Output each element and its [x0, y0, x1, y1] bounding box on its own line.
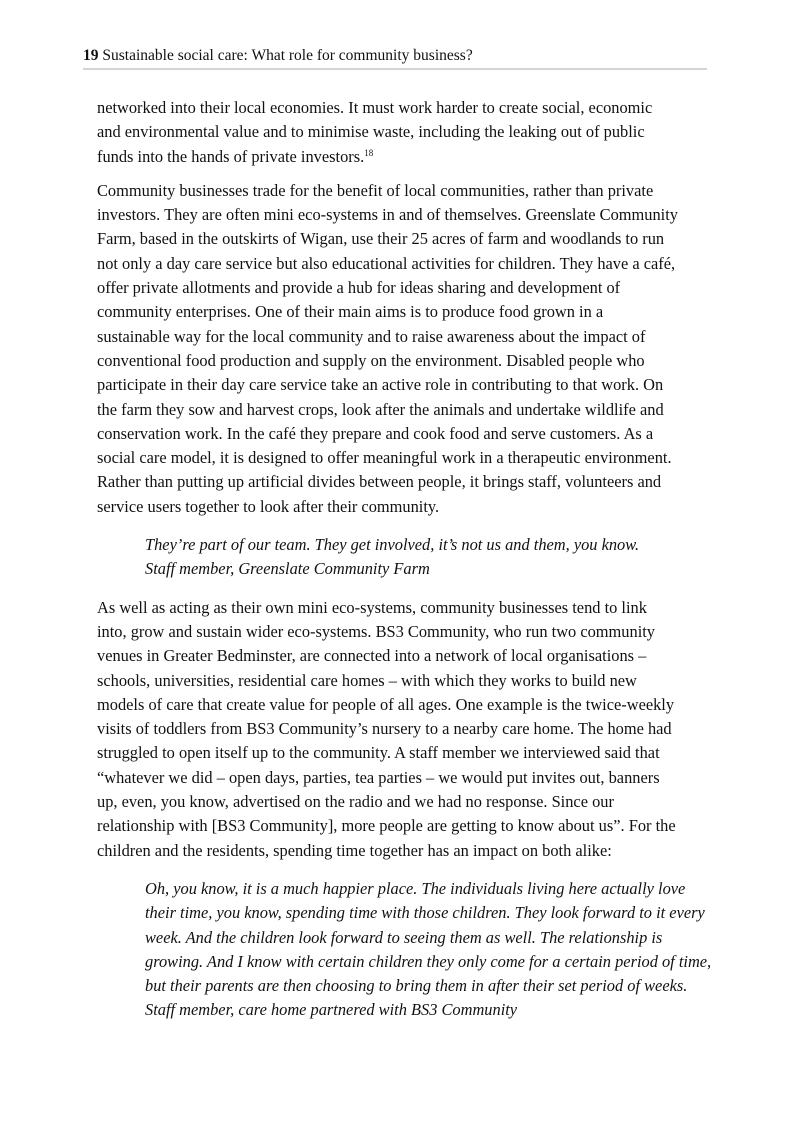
text-line: networked into their local economies. It must work harder to create social, economic — [97, 98, 653, 117]
text-line: “whatever we did – open days, parties, tea parties – we would put invites out, banners — [97, 767, 660, 787]
paragraph-2 — [97, 179, 717, 519]
text-line: sustainable way for the local community and to raise awareness about the impact of — [97, 326, 646, 346]
text-line: participate in their day care service take an active role in contributing to that work. On — [97, 375, 664, 395]
text-line: Farm, based in the outskirts of Wigan, use their 25 acres of farm and woodlands to run — [97, 229, 665, 249]
quote-line: their time, you know, spending time with those children. They look forward to it every — [145, 903, 705, 923]
text-segment: funds into the hands of private investors. — [97, 146, 365, 166]
page-number: 19 — [83, 47, 99, 64]
paragraph-3 — [97, 596, 717, 863]
text-line: models of care that create value for people of all ages. One example is the twice-weekly — [97, 694, 675, 714]
text-line: As well as acting as their own mini eco-systems, community businesses tend to link — [97, 597, 647, 617]
quote-line: growing. And I know with certain children they only come for a certain period of time, — [145, 951, 712, 971]
text-line: schools, universities, residential care homes – with which they works to build new — [97, 670, 637, 690]
text-line: conservation work. In the café they prepare and cook food and serve customers. As a — [97, 423, 654, 443]
text-line: not only a day care service but also educational activities for children. They have a café, — [97, 253, 676, 273]
quote-line: but their parents are then choosing to bring them in after their set period of weeks. — [145, 976, 688, 996]
quote-attribution: Staff member, Greenslate Community Farm — [145, 559, 430, 579]
text-line: Community businesses trade for the benefit of local communities, rather than private — [97, 180, 654, 200]
block-quote-2 — [97, 877, 717, 1023]
header-divider — [83, 68, 707, 70]
text-line: visits of toddlers from BS3 Community’s nursery to a nearby care home. The home had — [97, 719, 672, 739]
quote-line: They’re part of our team. They get involved, it’s not us and them, you know. — [145, 535, 640, 555]
quote-attribution: Staff member, care home partnered with BS3 Community — [145, 1000, 518, 1020]
text-line: the farm they sow and harvest crops, look after the animals and undertake wildlife and — [97, 399, 664, 419]
document-title: Sustainable social care: What role for community business? — [102, 47, 473, 64]
text-line: children and the residents, spending time together has an impact on both alike: — [97, 840, 612, 860]
text-line: struggled to open itself up to the community. A staff member we interviewed said that — [97, 743, 660, 763]
text-line: social care model, it is designed to offer meaningful work in a therapeutic environment. — [97, 448, 672, 468]
text-line: and environmental value and to minimise waste, including the leaking out of public — [97, 122, 645, 142]
text-line: conventional food production and supply on the environment. Disabled people who — [97, 350, 645, 370]
text-line: investors. They are often mini eco-systems in and of themselves. Greenslate Community — [97, 205, 678, 225]
block-quote-1 — [97, 533, 717, 582]
paragraph-1 — [97, 96, 717, 169]
running-header — [83, 46, 707, 66]
quote-line: week. And the children look forward to seeing them as well. The relationship is — [145, 927, 663, 947]
text-line: community enterprises. One of their main aims is to produce food grown in a — [97, 302, 604, 322]
quote-line: Oh, you know, it is a much happier place. The individuals living here actually love — [145, 878, 686, 898]
page-body — [97, 96, 717, 1035]
text-line: offer private allotments and provide a hub for ideas sharing and development of — [97, 278, 621, 298]
text-line: up, even, you know, advertised on the radio and we had no response. Since our — [97, 792, 614, 812]
text-line: Rather than putting up artificial divides between people, it brings staff, volunteers and — [97, 472, 662, 492]
text-line: venues in Greater Bedminster, are connected into a network of local organisations – — [97, 646, 647, 666]
text-line: service users together to look after their community. — [97, 496, 440, 516]
text-line: into, grow and sustain wider eco-systems. BS3 Community, who run two community — [97, 621, 656, 641]
text-line — [97, 145, 717, 169]
text-line: relationship with [BS3 Community], more people are getting to know about us”. For the — [97, 816, 676, 836]
footnote-ref[interactable]: 18 — [364, 147, 374, 158]
